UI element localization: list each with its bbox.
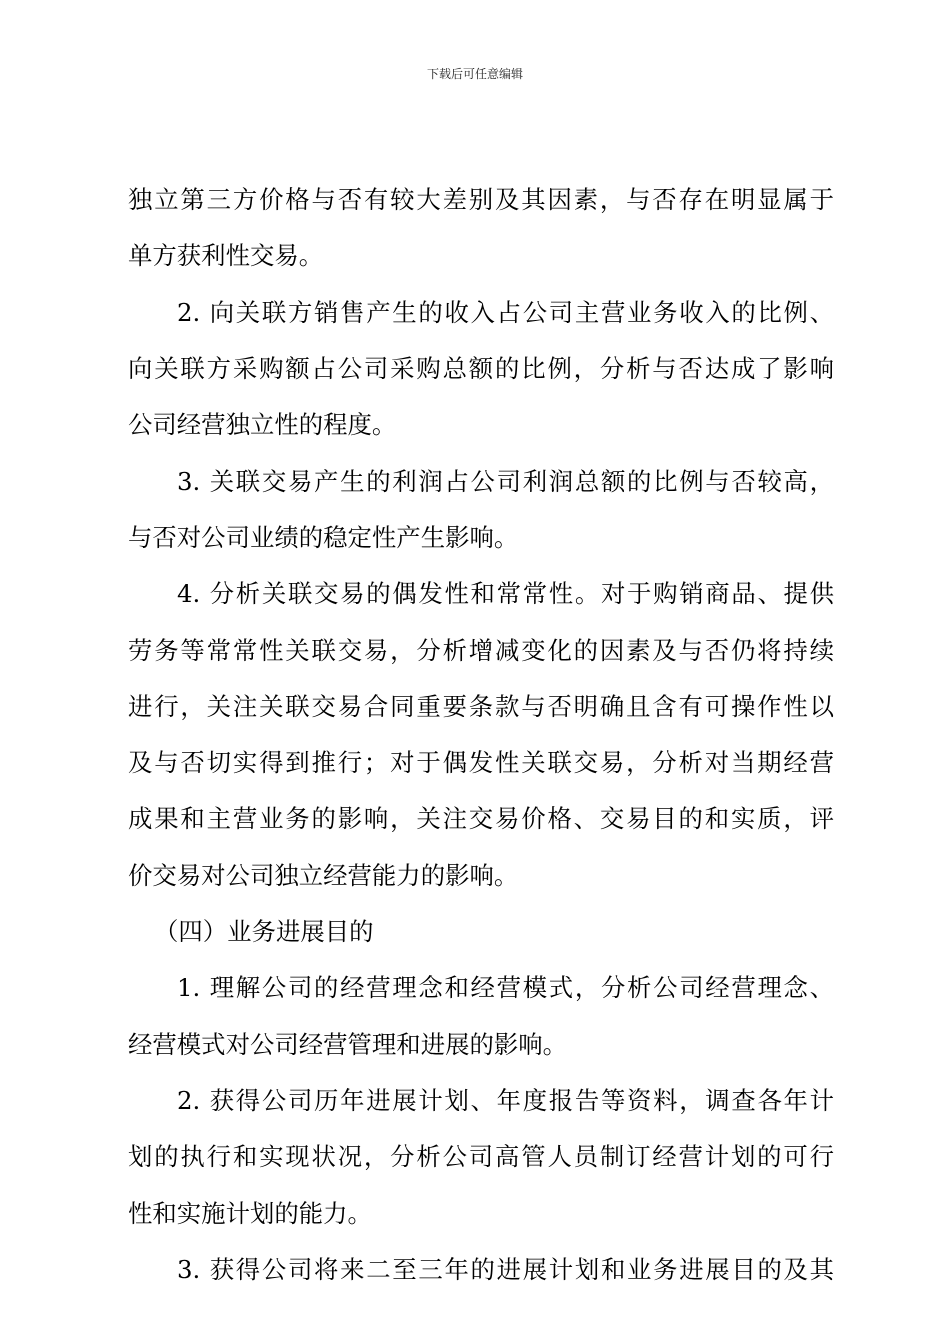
- text-line: 与否对公司业绩的稳定性产生影响。: [128, 523, 519, 552]
- text-line: 划的执行和实现状况，分析公司高管人员制订经营计划的可行: [128, 1142, 834, 1171]
- text-line: 2. 获得公司历年进展计划、年度报告等资料，调查各年计: [177, 1086, 834, 1115]
- text-line: 2. 向关联方销售产生的收入占公司主营业务收入的比例、: [177, 298, 834, 327]
- text-line: 及与否切实得到推行；对于偶发性关联交易，分析对当期经营: [128, 748, 834, 777]
- section-heading: （四）业务进展目的: [154, 917, 374, 946]
- text-line: 成果和主营业务的影响，关注交易价格、交易目的和实质，评: [128, 804, 834, 833]
- text-line: 价交易对公司独立经营能力的影响。: [128, 861, 519, 890]
- text-line: 单方获利性交易。: [128, 241, 324, 270]
- text-line: 向关联方采购额占公司采购总额的比例，分析与否达成了影响: [128, 354, 834, 383]
- text-line: 经营模式对公司经营管理和进展的影响。: [128, 1030, 568, 1059]
- text-line: 3. 关联交易产生的利润占公司利润总额的比例与否较高，: [177, 467, 834, 496]
- text-line: 独立第三方价格与否有较大差别及其因素，与否存在明显属于: [128, 185, 834, 214]
- text-line: 公司经营独立性的程度。: [128, 410, 397, 439]
- text-line: 性和实施计划的能力。: [128, 1199, 372, 1228]
- text-line: 4. 分析关联交易的偶发性和常常性。对于购销商品、提供: [177, 579, 834, 608]
- page-header: 下载后可任意编辑: [426, 67, 523, 81]
- text-line: 3. 获得公司将来二至三年的进展计划和业务进展目的及其: [177, 1255, 834, 1284]
- text-line: 进行，关注关联交易合同重要条款与否明确且含有可操作性以: [128, 692, 834, 721]
- text-line: 1. 理解公司的经营理念和经营模式，分析公司经营理念、: [177, 973, 834, 1002]
- text-line: 劳务等常常性关联交易，分析增减变化的因素及与否仍将持续: [128, 636, 834, 665]
